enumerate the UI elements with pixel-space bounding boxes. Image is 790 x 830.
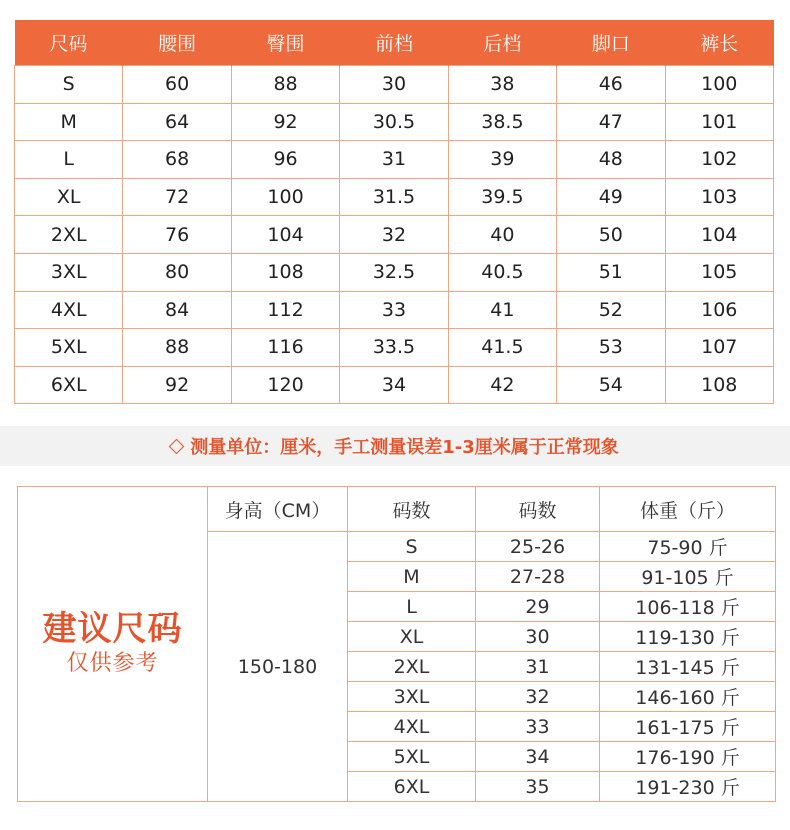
size-chart-row [15, 366, 774, 404]
size-chart-row [15, 291, 774, 329]
size-number-cell: 31 [476, 652, 600, 682]
weight-cell: 106-118 斤 [600, 592, 776, 622]
size-label-cell: 5XL [15, 329, 123, 367]
measurement-cell: 40.5 [448, 253, 556, 291]
measurement-cell: 112 [231, 291, 339, 329]
size-number-cell: 25-26 [476, 532, 600, 562]
size-chart-row [15, 103, 774, 141]
measurement-cell: 104 [231, 216, 339, 254]
size-code-cell: M [348, 562, 476, 592]
recommendation-subtitle: 仅供参考 [66, 651, 159, 676]
measurement-note-banner [0, 426, 790, 466]
size-label-cell: 3XL [15, 253, 123, 291]
measurement-cell: 34 [340, 366, 448, 404]
measurement-cell: 107 [665, 329, 773, 367]
size-number-cell: 33 [476, 712, 600, 742]
size-label-cell: S [15, 66, 123, 104]
header-leg-opening: 脚口 [557, 20, 665, 66]
measurement-cell: 39.5 [448, 178, 556, 216]
weight-cell: 91-105 斤 [600, 562, 776, 592]
weight-cell: 161-175 斤 [600, 712, 776, 742]
measurement-cell: 116 [231, 329, 339, 367]
size-code-cell: 6XL [348, 772, 476, 802]
measurement-cell: 64 [123, 103, 231, 141]
measurement-cell: 42 [448, 366, 556, 404]
size-label-cell: M [15, 103, 123, 141]
size-code-cell: 2XL [348, 652, 476, 682]
size-chart-row [15, 253, 774, 291]
header-size: 尺码 [15, 20, 123, 66]
measurement-cell: 40 [448, 216, 556, 254]
header-back-rise: 后档 [448, 20, 556, 66]
size-chart-row [15, 178, 774, 216]
measurement-cell: 38.5 [448, 103, 556, 141]
measurement-cell: 51 [557, 253, 665, 291]
size-code-cell: 4XL [348, 712, 476, 742]
header-hip: 臀围 [231, 20, 339, 66]
measurement-cell: 120 [231, 366, 339, 404]
size-number-cell: 34 [476, 742, 600, 772]
measurement-cell: 33 [340, 291, 448, 329]
measurement-cell: 30.5 [340, 103, 448, 141]
measurement-cell: 108 [665, 366, 773, 404]
measurement-cell: 33.5 [340, 329, 448, 367]
measurement-cell: 108 [231, 253, 339, 291]
header-size-code: 码数 [348, 487, 476, 532]
measurement-cell: 31 [340, 141, 448, 179]
measurement-cell: 80 [123, 253, 231, 291]
size-chart-row [15, 141, 774, 179]
header-waist: 腰围 [123, 20, 231, 66]
size-label-cell: L [15, 141, 123, 179]
measurement-cell: 68 [123, 141, 231, 179]
measurement-note-text: 测量单位：厘米，手工测量误差1-3厘米属于正常现象 [190, 437, 619, 458]
size-number-cell: 27-28 [476, 562, 600, 592]
measurement-cell: 106 [665, 291, 773, 329]
recommended-size-body [18, 487, 776, 802]
measurement-cell: 88 [231, 66, 339, 104]
header-weight: 体重（斤） [600, 487, 776, 532]
size-number-cell: 30 [476, 622, 600, 652]
measurement-cell: 32.5 [340, 253, 448, 291]
size-code-cell: XL [348, 622, 476, 652]
header-front-rise: 前档 [340, 20, 448, 66]
measurement-cell: 31.5 [340, 178, 448, 216]
measurement-cell: 47 [557, 103, 665, 141]
measurement-cell: 103 [665, 178, 773, 216]
measurement-cell: 92 [231, 103, 339, 141]
header-pants-length: 裤长 [665, 20, 773, 66]
measurement-cell: 39 [448, 141, 556, 179]
size-number-cell: 35 [476, 772, 600, 802]
measurement-cell: 46 [557, 66, 665, 104]
size-label-cell: XL [15, 178, 123, 216]
measurement-cell: 53 [557, 329, 665, 367]
size-chart-header-row [15, 20, 774, 66]
measurement-cell: 30 [340, 66, 448, 104]
size-code-cell: 5XL [348, 742, 476, 772]
size-chart-row [15, 329, 774, 367]
measurement-cell: 52 [557, 291, 665, 329]
weight-cell: 75-90 斤 [600, 532, 776, 562]
measurement-cell: 100 [231, 178, 339, 216]
measurement-cell: 32 [340, 216, 448, 254]
size-number-cell: 32 [476, 682, 600, 712]
measurement-cell: 100 [665, 66, 773, 104]
measurement-cell: 105 [665, 253, 773, 291]
measurement-cell: 92 [123, 366, 231, 404]
measurement-cell: 104 [665, 216, 773, 254]
measurement-cell: 76 [123, 216, 231, 254]
recommendation-title: 建议尺码 [42, 609, 183, 649]
size-chart-table [14, 20, 774, 404]
measurement-cell: 101 [665, 103, 773, 141]
size-code-cell: L [348, 592, 476, 622]
measurement-cell: 48 [557, 141, 665, 179]
header-size-number: 码数 [476, 487, 600, 532]
measurement-cell: 96 [231, 141, 339, 179]
weight-cell: 176-190 斤 [600, 742, 776, 772]
recommended-header-row [18, 487, 776, 532]
size-label-cell: 6XL [15, 366, 123, 404]
size-number-cell: 29 [476, 592, 600, 622]
size-label-cell: 4XL [15, 291, 123, 329]
height-range-cell: 150-180 [208, 532, 348, 802]
size-chart-row [15, 66, 774, 104]
measurement-cell: 41.5 [448, 329, 556, 367]
measurement-cell: 38 [448, 66, 556, 104]
measurement-cell: 60 [123, 66, 231, 104]
measurement-cell: 54 [557, 366, 665, 404]
weight-cell: 131-145 斤 [600, 652, 776, 682]
measurement-cell: 102 [665, 141, 773, 179]
measurement-cell: 88 [123, 329, 231, 367]
weight-cell: 119-130 斤 [600, 622, 776, 652]
recommendation-label-cell [18, 487, 208, 802]
size-code-cell: 3XL [348, 682, 476, 712]
measurement-cell: 49 [557, 178, 665, 216]
measurement-cell: 84 [123, 291, 231, 329]
measurement-cell: 41 [448, 291, 556, 329]
header-height: 身高（CM） [208, 487, 348, 532]
measurement-cell: 72 [123, 178, 231, 216]
diamond-icon [169, 438, 185, 454]
recommended-size-table [17, 486, 776, 802]
weight-cell: 191-230 斤 [600, 772, 776, 802]
weight-cell: 146-160 斤 [600, 682, 776, 712]
size-code-cell: S [348, 532, 476, 562]
measurement-cell: 50 [557, 216, 665, 254]
size-label-cell: 2XL [15, 216, 123, 254]
size-chart-row [15, 216, 774, 254]
size-chart-body [15, 66, 774, 404]
